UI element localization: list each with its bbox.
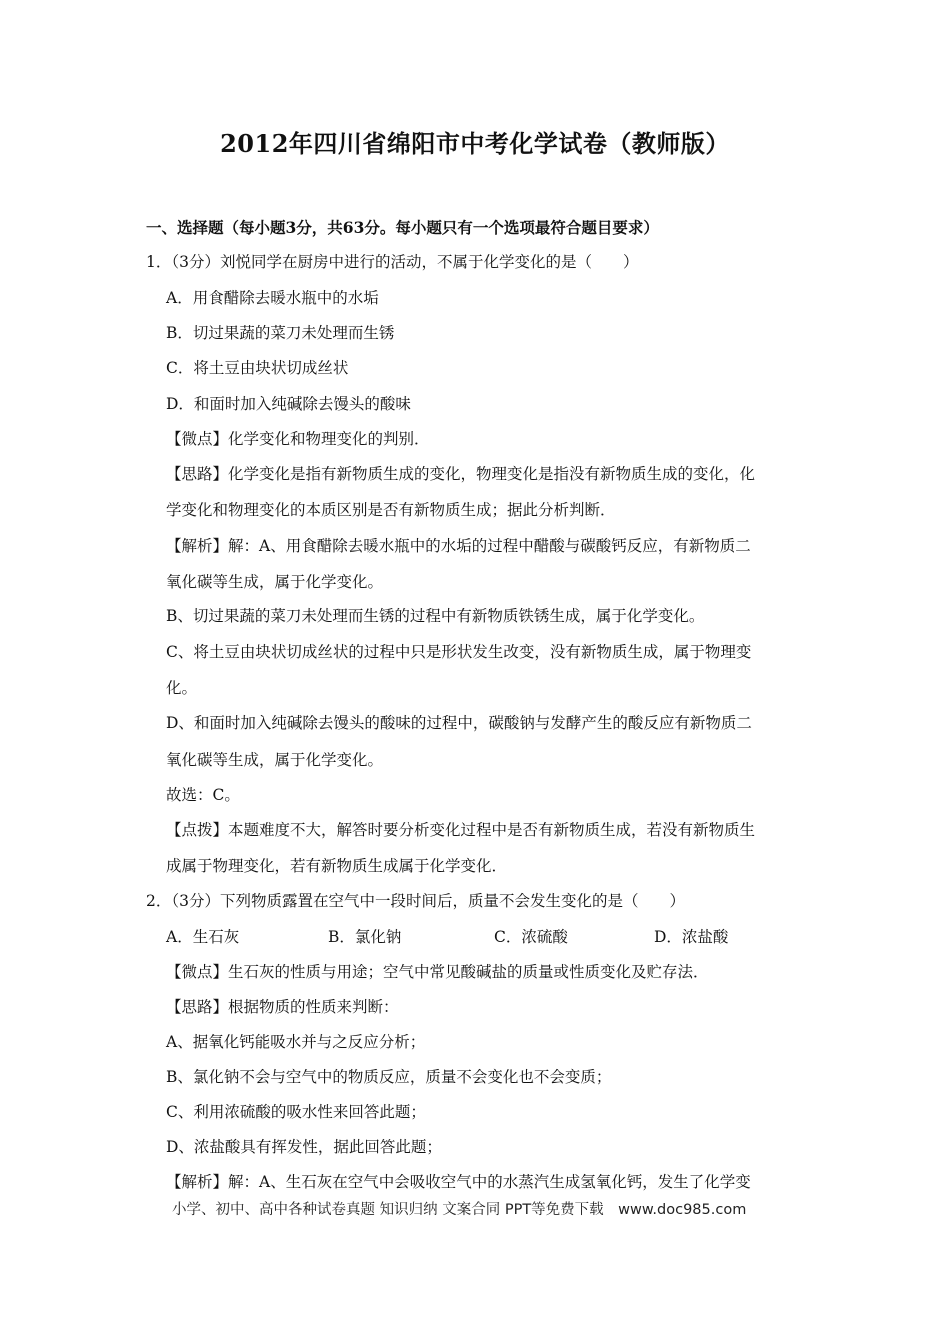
question-1-option-a: A．用食醋除去暖水瓶中的水垢 <box>166 289 379 307</box>
question-2-silu-b: B、氯化钠不会与空气中的物质反应，质量不会变化也不会变质； <box>166 1068 612 1086</box>
question-1-jiexi-d2: 氧化碳等生成，属于化学变化。 <box>166 751 384 769</box>
question-1-jiexi-1: 【解析】解：A、用食醋除去暖水瓶中的水垢的过程中醋酸与碳酸钙反应，有新物质二 <box>166 537 751 555</box>
question-1-jiexi-c2: 化。 <box>166 679 198 697</box>
page-title: 2012年四川省绵阳市中考化学试卷（教师版） <box>220 129 730 158</box>
question-2-jiexi-1: 【解析】解：A、生石灰在空气中会吸收空气中的水蒸汽生成氢氧化钙，发生了化学变 <box>166 1173 751 1191</box>
question-2-option-d: D．浓盐酸 <box>654 928 729 946</box>
question-1-option-c: C．将土豆由块状切成丝状 <box>166 359 349 377</box>
question-2-stem: 2．（3分）下列物质露置在空气中一段时间后，质量不会发生变化的是（ ） <box>146 892 685 910</box>
question-1-silu-2: 学变化和物理变化的本质区别是否有新物质生成；据此分析判断． <box>166 501 616 519</box>
question-1-dianbo-2: 成属于物理变化，若有新物质生成属于化学变化． <box>166 857 508 875</box>
question-1-option-d: D．和面时加入纯碱除去馒头的酸味 <box>166 395 411 413</box>
question-1-jiexi-d1: D、和面时加入纯碱除去馒头的酸味的过程中，碳酸钠与发酵产生的酸反应有新物质二 <box>166 714 752 732</box>
question-1-weidian: 【微点】化学变化和物理变化的判别． <box>166 430 430 448</box>
section-heading: 一、选择题（每小题3分，共63分。每小题只有一个选项最符合题目要求） <box>146 218 659 237</box>
question-1-option-b: B．切过果蔬的菜刀未处理而生锈 <box>166 324 395 342</box>
question-2-silu-d: D、浓盐酸具有挥发性，据此回答此题； <box>166 1138 442 1156</box>
question-1-answer: 故选：C。 <box>166 786 240 804</box>
question-2-weidian: 【微点】生石灰的性质与用途；空气中常见酸碱盐的质量或性质变化及贮存法． <box>166 963 709 981</box>
question-1-stem: 1．（3分）刘悦同学在厨房中进行的活动，不属于化学变化的是（ ） <box>146 253 639 271</box>
question-1-silu-1: 【思路】化学变化是指有新物质生成的变化，物理变化是指没有新物质生成的变化，化 <box>166 465 756 483</box>
question-2-option-c: C．浓硫酸 <box>494 928 568 946</box>
question-1-jiexi-2: 氧化碳等生成，属于化学变化。 <box>166 573 384 591</box>
question-1-dianbo-1: 【点拨】本题难度不大，解答时要分析变化过程中是否有新物质生成，若没有新物质生 <box>166 821 756 839</box>
question-2-option-b: B．氯化钠 <box>328 928 402 946</box>
question-2-silu-c: C、利用浓硫酸的吸水性来回答此题； <box>166 1103 426 1121</box>
question-2-silu-a: A、据氧化钙能吸水并与之反应分析； <box>166 1033 426 1051</box>
question-1-jiexi-b: B、切过果蔬的菜刀未处理而生锈的过程中有新物质铁锈生成，属于化学变化。 <box>166 607 705 625</box>
question-2-silu-0: 【思路】根据物质的性质来判断： <box>166 998 399 1016</box>
question-1-jiexi-c1: C、将土豆由块状切成丝状的过程中只是形状发生改变，没有新物质生成，属于物理变 <box>166 643 752 661</box>
question-2-option-a: A．生石灰 <box>166 928 240 946</box>
page-footer: 小学、初中、高中各种试卷真题 知识归纳 文案合同 PPT等免费下载 www.doc985.com <box>172 1202 747 1218</box>
